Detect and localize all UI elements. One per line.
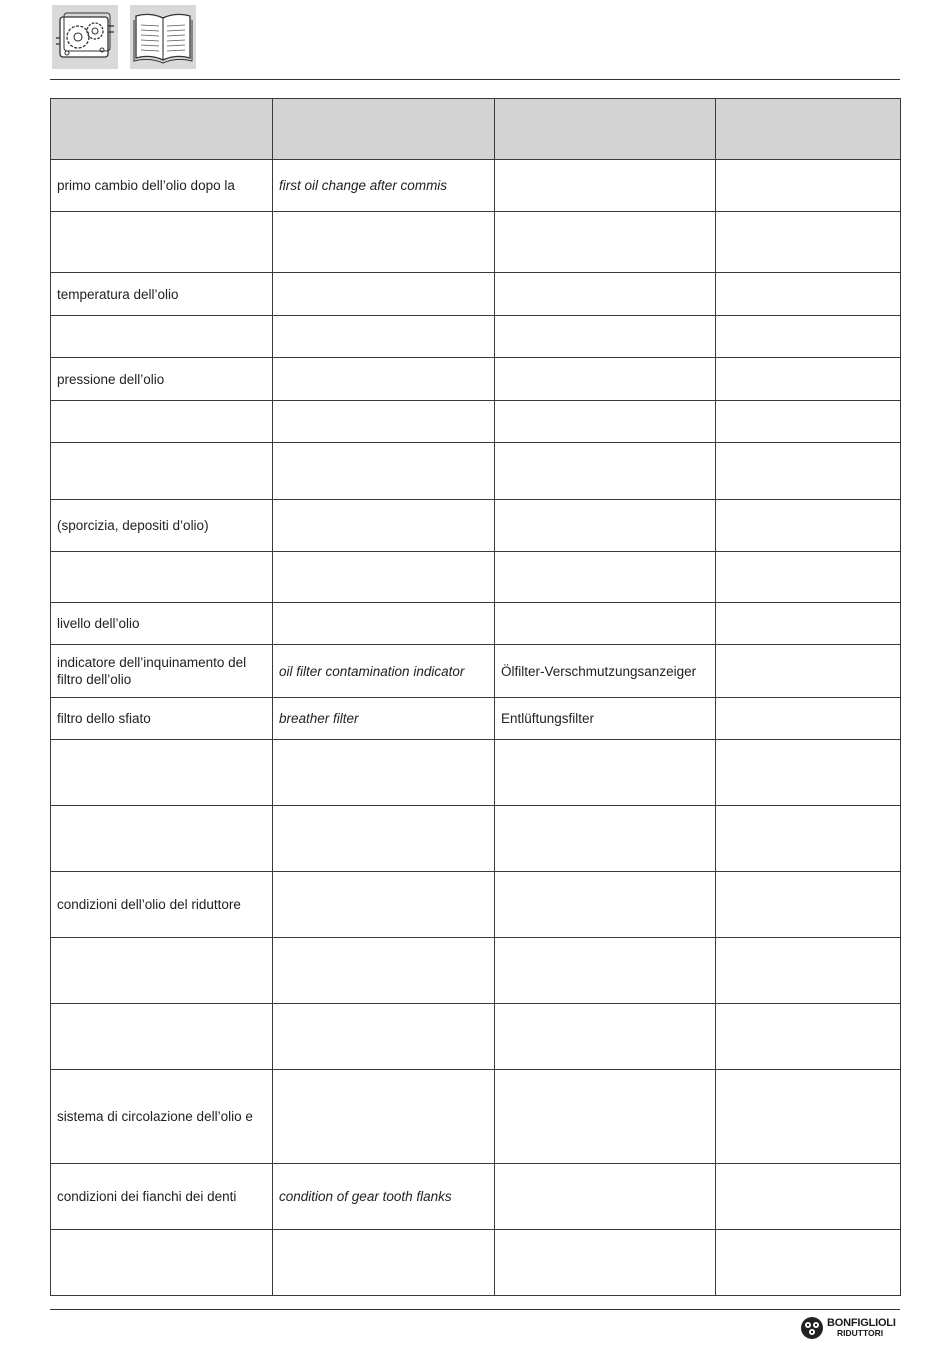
cell-italian: condizioni dell’olio del riduttore (51, 872, 273, 938)
cell-italian (51, 212, 273, 273)
cell-english (273, 1070, 495, 1164)
header-cell-german (495, 99, 716, 160)
header-cell-english (273, 99, 495, 160)
cell-extra (716, 160, 901, 212)
cell-german (495, 552, 716, 603)
cell-extra (716, 401, 901, 443)
table-row (51, 500, 901, 552)
table-row (51, 1070, 901, 1164)
cell-extra (716, 872, 901, 938)
cell-german (495, 603, 716, 645)
cell-english (273, 500, 495, 552)
logo-text-brand: BONFIGLIOLI (827, 1317, 896, 1329)
cell-extra (716, 552, 901, 603)
cell-extra (716, 358, 901, 401)
cell-english (273, 273, 495, 316)
cell-german (495, 1070, 716, 1164)
table-row (51, 212, 901, 273)
cell-english: oil filter contamination indicator (273, 645, 495, 698)
table-row (51, 740, 901, 806)
cell-extra (716, 316, 901, 358)
logo-text-sub: RIDUTTORI (837, 1328, 884, 1338)
footer-rule (50, 1309, 900, 1310)
cell-german (495, 358, 716, 401)
manual-book-icon (130, 5, 196, 69)
cell-english (273, 316, 495, 358)
header-cell-italian (51, 99, 273, 160)
bonfiglioli-logo (800, 1316, 896, 1340)
gearbox-icon (52, 5, 118, 69)
cell-german: Entlüftungsfilter (495, 698, 716, 740)
cell-english (273, 603, 495, 645)
table-row (51, 645, 901, 698)
cell-english: condition of gear tooth flanks (273, 1164, 495, 1230)
cell-italian: condizioni dei fianchi dei denti (51, 1164, 273, 1230)
table-row (51, 1164, 901, 1230)
cell-english (273, 740, 495, 806)
table-row (51, 273, 901, 316)
cell-italian: temperatura dell’olio (51, 273, 273, 316)
cell-english (273, 212, 495, 273)
cell-german (495, 160, 716, 212)
cell-extra (716, 603, 901, 645)
cell-german (495, 316, 716, 358)
cell-german (495, 273, 716, 316)
cell-extra (716, 645, 901, 698)
cell-italian (51, 1004, 273, 1070)
cell-english (273, 938, 495, 1004)
cell-italian (51, 552, 273, 603)
cell-german (495, 500, 716, 552)
cell-extra (716, 1230, 901, 1296)
table-row (51, 316, 901, 358)
cell-italian: livello dell’olio (51, 603, 273, 645)
cell-extra (716, 698, 901, 740)
cell-italian: filtro dello sfiato (51, 698, 273, 740)
cell-italian (51, 401, 273, 443)
cell-english (273, 806, 495, 872)
cell-italian (51, 740, 273, 806)
cell-extra (716, 212, 901, 273)
cell-english (273, 872, 495, 938)
cell-english (273, 358, 495, 401)
cell-italian (51, 938, 273, 1004)
cell-extra (716, 443, 901, 500)
table-row (51, 938, 901, 1004)
cell-extra (716, 806, 901, 872)
cell-german (495, 806, 716, 872)
cell-italian (51, 1230, 273, 1296)
table-row (51, 160, 901, 212)
table-header-row (51, 99, 901, 160)
table-row (51, 552, 901, 603)
cell-italian: indicatore dell’inquinamento del filtro dell’olio (51, 645, 273, 698)
cell-english: breather filter (273, 698, 495, 740)
table-row (51, 401, 901, 443)
cell-extra (716, 740, 901, 806)
table-row (51, 806, 901, 872)
cell-german: Ölfilter-Verschmutzungsanzeiger (495, 645, 716, 698)
cell-italian (51, 316, 273, 358)
logo-mark-icon (800, 1316, 824, 1340)
table-row (51, 1004, 901, 1070)
cell-german (495, 401, 716, 443)
header-rule (50, 79, 900, 80)
cell-german (495, 938, 716, 1004)
cell-extra (716, 1004, 901, 1070)
cell-italian (51, 806, 273, 872)
header-icons (52, 5, 196, 69)
cell-extra (716, 273, 901, 316)
cell-extra (716, 500, 901, 552)
cell-italian: primo cambio dell’olio dopo la (51, 160, 273, 212)
table-row (51, 603, 901, 645)
cell-extra (716, 938, 901, 1004)
cell-german (495, 212, 716, 273)
cell-german (495, 1230, 716, 1296)
cell-italian (51, 443, 273, 500)
cell-german (495, 740, 716, 806)
table-row (51, 358, 901, 401)
table-row (51, 872, 901, 938)
cell-german (495, 872, 716, 938)
cell-extra (716, 1164, 901, 1230)
table-row (51, 443, 901, 500)
cell-english (273, 552, 495, 603)
cell-english: first oil change after commis (273, 160, 495, 212)
table-row (51, 1230, 901, 1296)
cell-english (273, 401, 495, 443)
cell-german (495, 1004, 716, 1070)
cell-english (273, 443, 495, 500)
cell-extra (716, 1070, 901, 1164)
cell-italian: sistema di circolazione dell’olio e (51, 1070, 273, 1164)
cell-english (273, 1004, 495, 1070)
header-cell-extra (716, 99, 901, 160)
table-row (51, 698, 901, 740)
cell-english (273, 1230, 495, 1296)
cell-german (495, 1164, 716, 1230)
cell-italian: pressione dell’olio (51, 358, 273, 401)
maintenance-table (50, 98, 901, 1296)
cell-italian: (sporcizia, depositi d’olio) (51, 500, 273, 552)
cell-german (495, 443, 716, 500)
